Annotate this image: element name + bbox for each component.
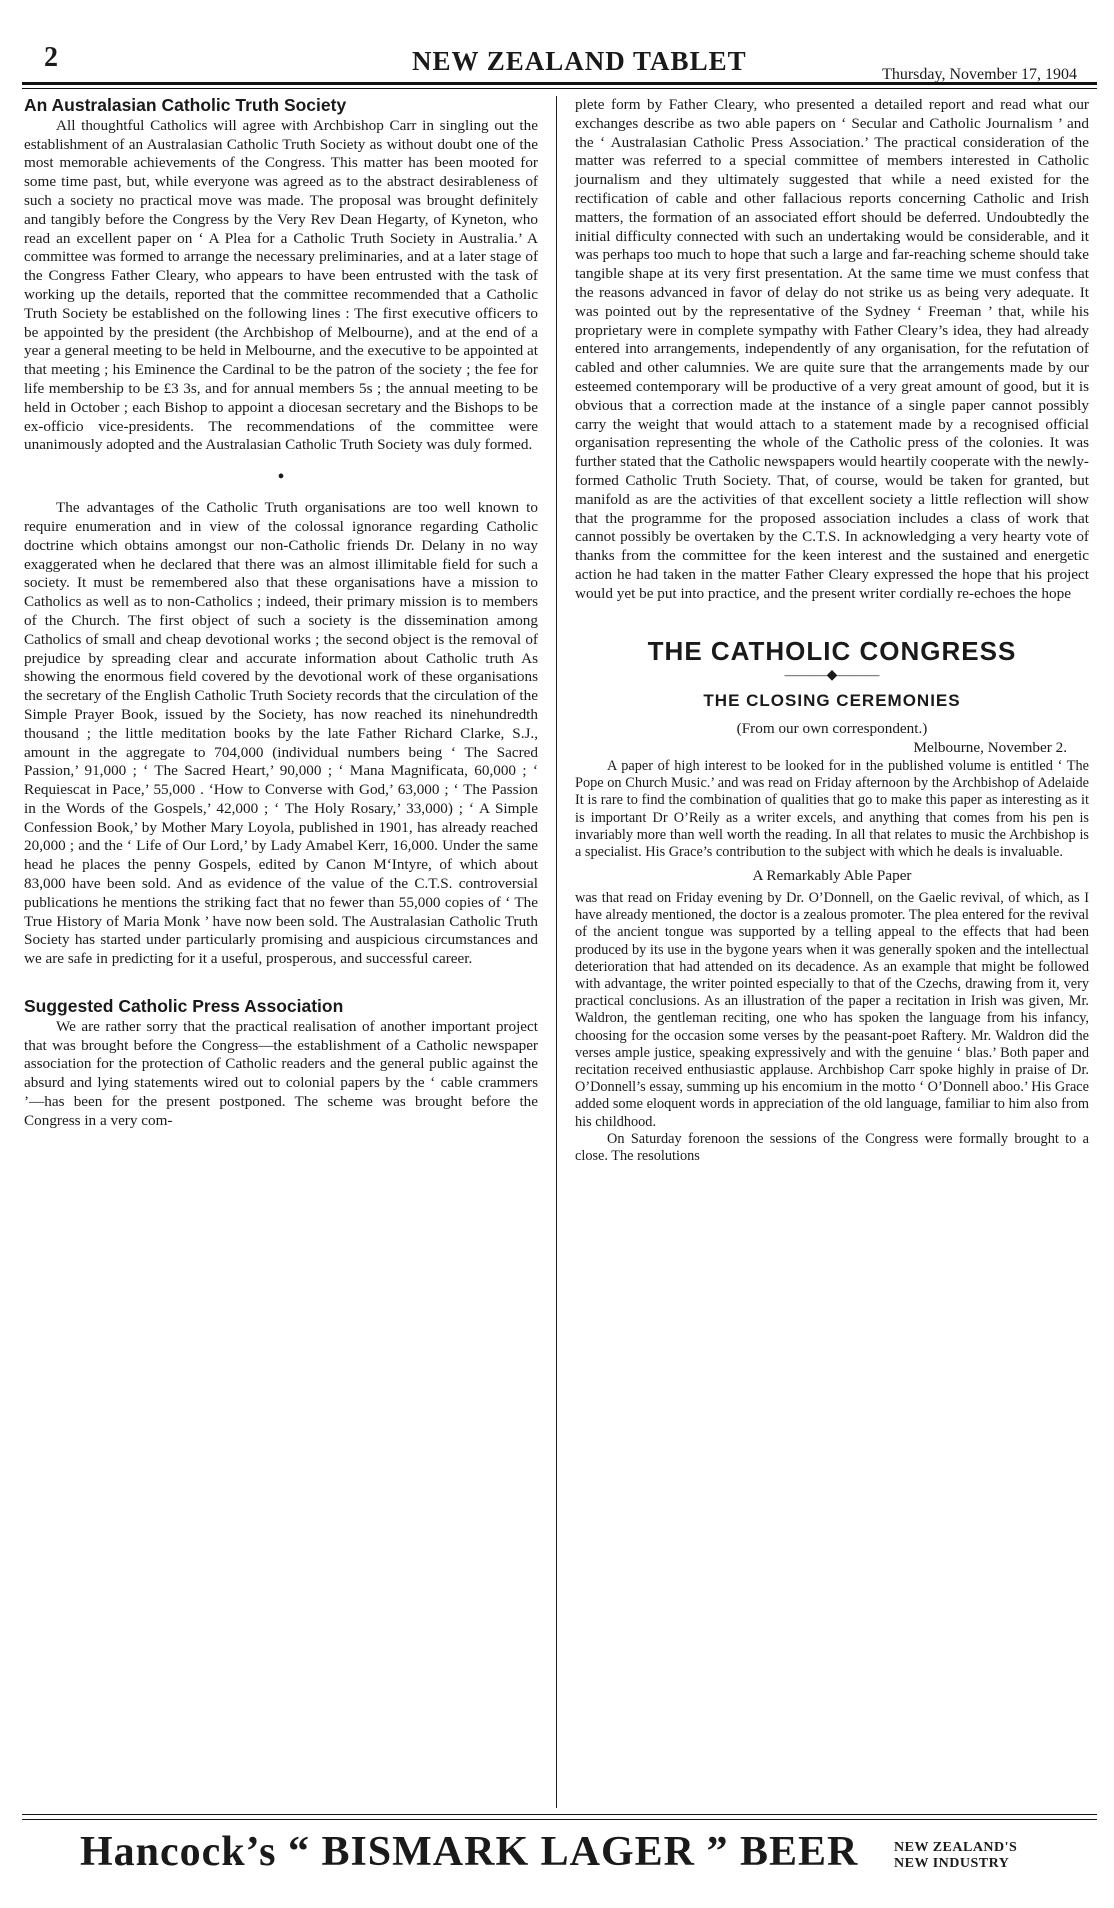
- right-column: [575, 96, 1089, 1165]
- ornament-divider: ———◆———: [784, 667, 880, 683]
- column-divider: [556, 96, 557, 1808]
- paragraph-press-continued: plete form by Father Cleary, who presented a detailed report and read what our exchanges describe as two able papers on ‘ Secular and Catholic Journalism ’ and the ‘ Australasian Catholic Press Association.’ The practical consideration of the matter was referred to a special committee of members interested in Catholic journalism and they ultimately suggested that while a need existed for the rectification of cable and other fallacious reports concerning Catholic and Irish matters, the formation of an associated effort should be deferred. Undoubtedly the initial difficulty connected with such an undertaking would be considerable, and it was perhaps too much to hope that such a large and far-reaching scheme should take tangible shape at its very first presentation. At the same time we must confess that the reasons advanced in favor of delay do not strike us as being very adequate. It was pointed out by the representative of the Sydney ‘ Freeman ’ that, while his proprietary were in complete sympathy with Father Cleary’s idea, they had already entered into arrangements, independently of any organisation, for the refutation of cabled and other calumnies. We are quite sure that the arrangements made by our esteemed contemporary will be productive of a very great amount of good, but it is obvious that a correction made at the instance of a single paper cannot possibly carry the weight that would attach to a statement made by a recognised official organisation representing the whole of the Catholic press of the colonies. It was further stated that the Catholic newspapers would heartily cooperate with the newly-formed Catholic Truth Society. That, of course, would be taken for granted, but manifold as are the activities of that excellent society a little reflection will show that the programme for the proposed association includes a class of work that cannot possibly be overtaken by the C.T.S. In acknowledging a very hearty vote of thanks from the committee for the keen interest and the sustained and energetic action he had taken in the matter Father Cleary expressed the hope that his project would yet be put into practice, and the present writer cordially re-echoes the hope: [575, 96, 1089, 602]
- page-number: 2: [44, 42, 58, 73]
- section-separator: •: [277, 466, 285, 489]
- paragraph-press-association: We are rather sorry that the practical realisation of another important project that was brought before the Congress—the establishment of a Catholic newspaper association for the protection of Catholic readers and the general public against the absurd and lying statements wired out to colonial papers by the ‘ cable crammers ’—has been for the present postponed. The scheme was brought before the Congress in a very com-: [24, 1017, 538, 1129]
- advert-rule-inner: [22, 1819, 1097, 1820]
- dateline: Melbourne, November 2.: [913, 739, 1067, 757]
- heading-catholic-congress: THE CATHOLIC CONGRESS: [647, 635, 1017, 666]
- advert-slogan: Hancock’s “ BISMARK LAGER ” BEER: [80, 1829, 859, 1875]
- correspondent-line: (From our own correspondent.): [736, 720, 928, 738]
- paragraph-church-music: A paper of high interest to be looked for in the published volume is entitled ‘ The Pope on Church Music.’ and was read on Friday afternoon by the Archbishop of Adelaide It is rare to find the combination of qualities that go to make this paper as interesting as it is important Dr O’Reily as a writer excels, and anything that comes from his pen is invariably more than well worth the reading. In all that relates to music the Archbishop is a specialist. His Grace’s contribution to the subject with which he deals is invaluable.: [575, 757, 1089, 860]
- paragraph-closing: On Saturday forenoon the sessions of the Congress were formally brought to a close. The resolutions: [575, 1130, 1089, 1164]
- masthead-rule-thick: [22, 82, 1097, 85]
- advert-tagline-line2: NEW INDUSTRY: [894, 1856, 1010, 1871]
- advertisement-banner: [22, 1824, 1097, 1896]
- paragraph-truth-society: All thoughtful Catholics will agree with Archbishop Carr in singling out the establishment of an Australasian Catholic Truth Society as without doubt one of the most memorable achievements of the Congress. This matter has been mooted for some time past, but, while everyone was agreed as to the abstract desirableness of such a society no practical move was made. The proposal was brought definitely and tangibly before the Congress by the Very Rev Dean Hegarty, of Kyneton, who read an excellent paper on ‘ A Plea for a Catholic Truth Society in Australia.’ A committee was formed to arrange the necessary preliminaries, and at a later stage of the Congress Father Cleary, who appears to have been entrusted with the task of working up the details, reported that the committee recommended that a Catholic Truth Society be established on the following lines : The first executive officers to be appointed by the president (the Archbishop of Melbourne), and at the end of a year a general meeting to be held in Melbourne, and the executive to be appointed at that meeting ; his Eminence the Cardinal to be the patron of the society ; the fee for life membership to be £3 3s, and for annual members 5s ; the annual meeting to be held in October ; each Bishop to appoint a diocesan secretary and the Bishops to be ex-officio vice-presidents. The recommendations of the committee were unanimously adopted and the Australasian Catholic Truth Society was duly formed.: [24, 116, 538, 454]
- subheading-closing-ceremonies: THE CLOSING CEREMONIES: [703, 690, 961, 710]
- issue-date: Thursday, November 17, 1904: [882, 66, 1077, 83]
- heading-press-association: Suggested Catholic Press Association: [24, 996, 344, 1017]
- paragraph-gaelic-revival: was that read on Friday evening by Dr. O’Donnell, on the Gaelic revival, of which, as I have already mentioned, the doctor is a zealous promoter. The plea entered for the revival of the ancient tongue was supported by a telling appeal to the effects that had been produced by its use in the bygone years when it was generally spoken and the intellectual deterioration that had attended on its decadence. As an example that might be followed with advantage, the writer pointed especially to that of the Czechs, drawing from it, very practical conclusions. As an illustration of the paper a recitation in Irish was given, Mr. Waldron, the gentleman reciting, one who has spoken the language from his infancy, choosing for the occasion some verses by the peasant-poet Raftery. Mr. Waldron did the verses ample justice, speaking expressively and with the genuine ‘ blas.’ Both paper and recitation received enthusiastic applause. Archbishop Carr spoke highly in praise of Dr. O’Donnell’s essay, summing up his encomium in the motto ‘ O’Donnell aboo.’ His Grace added some eloquent words in appreciation of the old language, familiar to him also from his childhood.: [575, 889, 1089, 1130]
- spacer: [24, 969, 538, 997]
- advert-tagline-line1: NEW ZEALAND'S: [894, 1840, 1018, 1855]
- advert-rule-top: [22, 1814, 1097, 1815]
- paragraph-advantages: The advantages of the Catholic Truth organisations are too well known to require enumeration and in view of the colossal ignorance regarding Catholic doctrine which obtains amongst our non-Catholic friends Dr. Delany in no way exaggerated when he declared that there was an almost illimitable field for such a society. It must be remembered also that these organisations have a mission to Catholics as well as to non-Catholics ; indeed, their primary mission is to members of the Church. The first object of such a society is the dissemination among Catholics of small and cheap devotional works ; the second object is the removal of prejudice by spreading clear and accurate information about Catholic truth As showing the enormous field covered by the devotional work of these organisations the secretary of the English Catholic Truth Society records that the circulation of the Simple Prayer Book, issued by the Society, has now reached its ninehundredth thousand ; the little meditation books by the late Father Richard Clarke, S.J., amount in the aggregate to 704,000 (individual numbers being ‘ The Sacred Passion,’ 91,000 ; ‘ The Sacred Heart,’ 90,000 ; ‘ Mana Magnificata, 60,000 ; ‘ Requiescat in Pace,’ 55,000 . ‘How to Converse with God,’ 63,000 ; ‘ The Passion in the Words of the Gospels,’ 42,000 ; ‘ The Holy Rosary,’ 33,000) ; ‘ A Simple Confession Book,’ by Mother Mary Loyola, published in 1901, has already reached 20,000 ; and the ‘ Life of Our Lord,’ by Lady Amabel Kerr, 16,000. Under the same head he places the penny Gospels, edited by Canon M‘Intyre, of which about 83,000 have been sold. And as evidence of the value of the C.T.S. controversial publications he mentions the striking fact that no fewer than 55,000 copies of ‘ The True History of Maria Monk ’ have now been sold. The Australasian Catholic Truth Society has started under particularly promising and auspicious circumstances and we are safe in predicting for it a useful, prosperous, and successful career.: [24, 499, 538, 968]
- subheading-able-paper: A Remarkably Able Paper: [752, 867, 912, 885]
- advert-tagline: [894, 1840, 1017, 1872]
- masthead: [22, 42, 1097, 83]
- left-column: [24, 96, 538, 1131]
- paper-title: NEW ZEALAND TABLET: [412, 46, 747, 76]
- heading-truth-society: An Australasian Catholic Truth Society: [24, 95, 347, 115]
- masthead-rule-thin: [22, 88, 1097, 89]
